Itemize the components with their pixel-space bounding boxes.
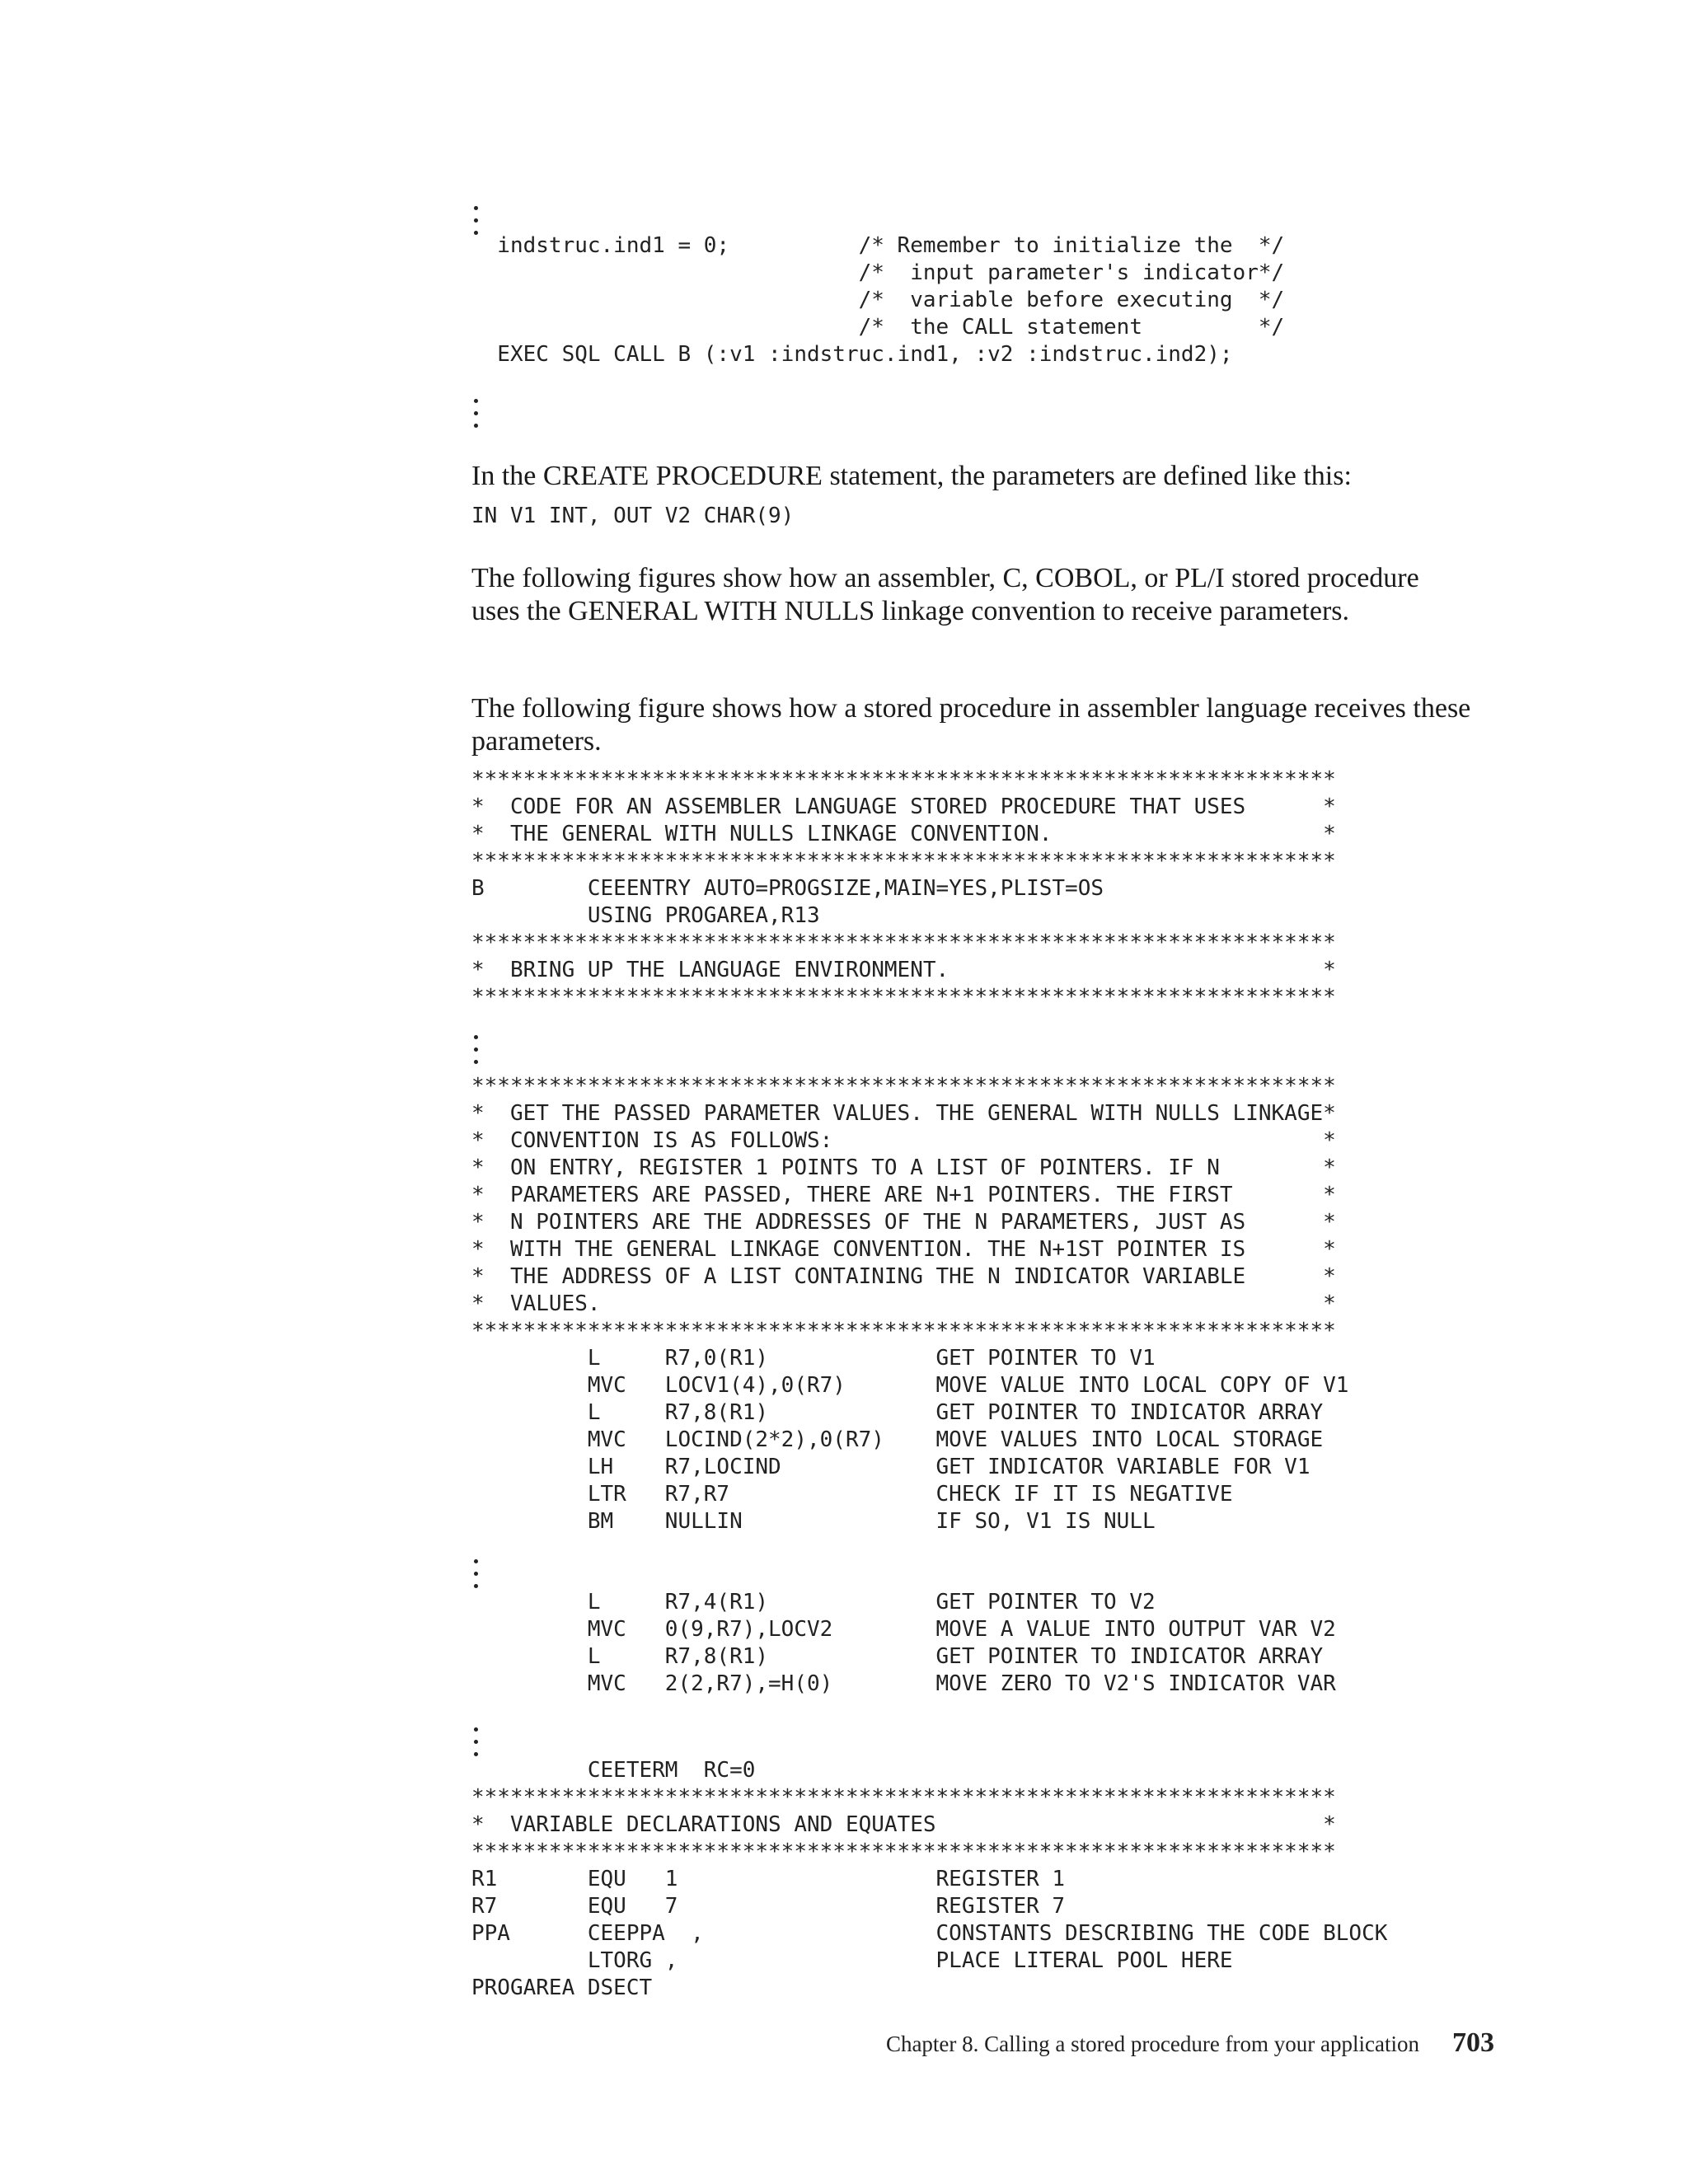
page-number: 703 <box>1452 2027 1494 2058</box>
asm-header-code: ******************************************************************* * CODE FOR AN ASSEMBLER LANGUAGE STORED PROCEDURE THAT USES * * THE GENERAL WITH NULLS LINKAGE CONVENTION. * ******************************************************************* B CEEENTRY AUTO=PROGSIZE,MAIN=YES,PLIST=OS USING PROGAREA,R13 ******************************************************************* * BRING UP THE LANGUAGE ENVIRONMENT. * ******************************************************************* <box>471 767 1336 1010</box>
para-assembler-text: The following figure shows how a stored procedure in assembler language receives these parameters. <box>471 693 1471 757</box>
para-figures-text: The following figures show how an assembler, C, COBOL, or PL/I stored procedure uses the GENERAL WITH NULLS linkage convention to receive parameters. <box>471 563 1419 626</box>
para-assembler <box>471 692 1502 758</box>
footer-chapter-title: Chapter 8. Calling a stored procedure from your application <box>885 2032 1419 2056</box>
asm-output-block <box>471 1589 1493 1698</box>
ellipsis-2 <box>471 396 1493 433</box>
code-params <box>471 503 1493 530</box>
asm-header-block <box>471 766 1493 1011</box>
code-call-statement: indstruc.ind1 = 0; /* Remember to initialize the */ /* input parameter's indicator*/ /* variable before executing */ /* the CALL statement */ EXEC SQL CALL B (:v1 :indstruc.ind1, :v2 :indstruc.ind2); <box>497 233 1285 367</box>
asm-declarations-code: CEETERM RC=0 ******************************************************************* * VARIABLE DECLARATIONS AND EQUATES * ******************************************************************* R1 EQU 1 REGISTER 1 R7 EQU 7 REGISTER 7 PPA CEEPPA , CONSTANTS DESCRIBING THE CODE BLOCK LTORG , PLACE LITERAL POOL HERE PROGAREA DSECT <box>471 1758 1388 2000</box>
ellipsis-3 <box>471 1032 1493 1069</box>
code-block-call <box>471 232 1493 368</box>
asm-declarations-block <box>471 1757 1493 2002</box>
para-create-procedure-text: In the CREATE PROCEDURE statement, the parameters are defined like this: <box>471 461 1352 491</box>
ellipsis-4 <box>471 1556 1493 1593</box>
code-params-text: IN V1 INT, OUT V2 CHAR(9) <box>471 504 795 528</box>
ellipsis-5 <box>471 1724 1493 1761</box>
asm-parameters-block <box>471 1073 1493 1535</box>
para-create-procedure <box>471 460 1493 493</box>
page-footer <box>886 2027 1494 2059</box>
asm-output-code: L R7,4(R1) GET POINTER TO V2 MVC 0(9,R7),LOCV2 MOVE A VALUE INTO OUTPUT VAR V2 L R7,8(R1) GET POINTER TO INDICATOR ARRAY MVC 2(2,R7),=H(0) MOVE ZERO TO V2'S INDICATOR VAR <box>587 1590 1336 1696</box>
asm-parameters-code: ******************************************************************* * GET THE PASSED PARAMETER VALUES. THE GENERAL WITH NULLS LINKAGE* * CONVENTION IS AS FOLLOWS: * * ON ENTRY, REGISTER 1 POINTS TO A LIST OF POINTERS. IF N * * PARAMETERS ARE PASSED, THERE ARE N+1 POINTERS. THE FIRST * * N POINTERS ARE THE ADDRESSES OF THE N PARAMETERS, JUST AS * * WITH THE GENERAL LINKAGE CONVENTION. THE N+1ST POINTER IS * * THE ADDRESS OF A LIST CONTAINING THE N INDICATOR VARIABLE * * VALUES. * ******************************************************************* L R7,0(R1) GET POINTER TO V1 MVC LOCV1(4),0(R7) MOVE VALUE INTO LOCAL COPY OF V1 L R7,8(R1) GET POINTER TO INDICATOR ARRAY MVC LOCIND(2*2),0(R7) MOVE VALUES INTO LOCAL STORAGE LH R7,LOCIND GET INDICATOR VARIABLE FOR V1 LTR R7,R7 CHECK IF IT IS NEGATIVE BM NULLIN IF SO, V1 IS NULL <box>471 1074 1349 1534</box>
para-figures <box>471 562 1428 628</box>
